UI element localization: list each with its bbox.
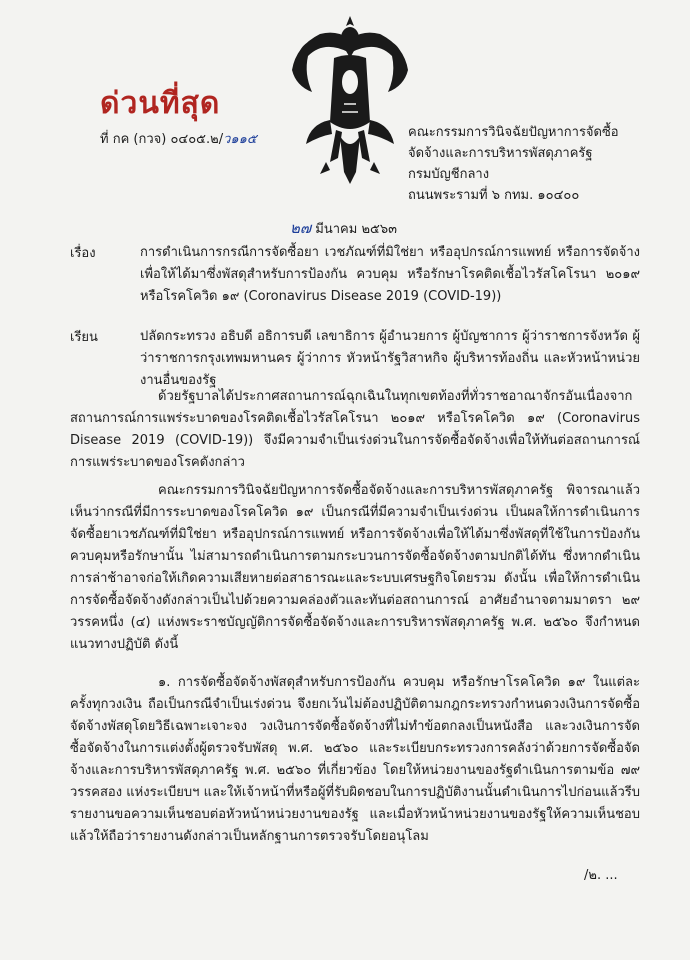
subject-label: เรื่อง xyxy=(70,246,96,261)
sender-agency-block xyxy=(408,122,619,206)
agency-line: กรมบัญชีกลาง xyxy=(408,167,490,182)
letter-date xyxy=(290,216,397,240)
reference-handwritten-number: ว๑๑๕ xyxy=(223,132,257,147)
recipient-label: เรียน xyxy=(70,330,98,345)
reference-prefix: ที่ กค (กวจ) ๐๔๐๕.๒/ xyxy=(100,132,224,147)
body-paragraph-3: ๑. การจัดซื้อจัดจ้างพัสดุสำหรับการป้องกัน ควบคุม หรือรักษาโรคโควิด ๑๙ ในแต่ละครั้งทุกวงเงิน ถือเป็นกรณีจำเป็นเร่งด่วน จึงยกเว้นไม่ต้องปฏิบัติตามกฎกระทรวงกำหนดวงเงินการจัดซื้อจัดจ้างพัสดุโดยวิธีเฉพาะเจาะจง วงเงินการจัดซื้อจัดจ้างที่ไม่ทำข้อตกลงเป็นหนังสือ และวงเงินการจัดซื้อจัดจ้างในการแต่งตั้งผู้ตรวจรับพัสดุ พ.ศ. ๒๕๖๐ และระเบียบกระทรวงการคลังว่าด้วยการจัดซื้อจัดจ้างและการบริหารพัสดุภาครัฐ พ.ศ. ๒๕๖๐ ที่เกี่ยวข้อง โดยให้หน่วยงานของรัฐดำเนินการตามข้อ ๗๙ วรรคสอง แห่งระเบียบฯ และให้เจ้าหน้าที่หรือผู้ที่รับผิดชอบในการปฏิบัติงานนั้นดำเนินการไปก่อนแล้วรีบรายงานขอความเห็นชอบต่อหัวหน้าหน่วยงานของรัฐ และเมื่อหัวหน้าหน่วยงานของรัฐให้ความเห็นชอบแล้วให้ถือว่ารายงานดังกล่าวเป็นหลักฐานการตรวจรับโดยอนุโลม xyxy=(70,675,640,844)
document-reference xyxy=(100,128,257,149)
garuda-emblem-icon xyxy=(290,12,410,192)
next-page-marker: /๒. ... xyxy=(584,868,618,883)
urgent-stamp: ด่วนที่สุด xyxy=(100,86,221,121)
body-paragraph-2: คณะกรรมการวินิจฉัยปัญหาการจัดซื้อจัดจ้างและการบริหารพัสดุภาครัฐ พิจารณาแล้วเห็นว่ากรณีที่มีการระบาดของโรคโควิด ๑๙ เป็นกรณีที่มีความจำเป็นเร่งด่วน เป็นผลให้การดำเนินการจัดซื้อยาเวชภัณฑ์ที่มิใช่ยา หรืออุปกรณ์การแพทย์ หรือการจัดจ้างเพื่อให้ได้มาซึ่งพัสดุที่ใช้ในการป้องกัน ควบคุมหรือรักษานั้น ไม่สามารถดำเนินการตามกระบวนการจัดซื้อจัดจ้างตามปกติได้ทัน ซึ่งหากดำเนินการล่าช้าอาจก่อให้เกิดความเสียหายต่อสาธารณะและระบบเศรษฐกิจโดยรวม ดังนั้น เพื่อให้การดำเนินการจัดซื้อจัดจ้างดังกล่าวเป็นไปด้วยความคล่องตัวและทันต่อสถานการณ์ อาศัยอำนาจตามมาตรา ๒๙ วรรคหนึ่ง (๔) แห่งพระราชบัญญัติการจัดซื้อจัดจ้างและการบริหารพัสดุภาครัฐ พ.ศ. ๒๕๖๐ จึงกำหนดแนวทางปฏิบัติ ดังนี้ xyxy=(70,483,640,652)
subject-text: การดำเนินการกรณีการจัดซื้อยา เวชภัณฑ์ที่มิใช่ยา หรืออุปกรณ์การแพทย์ หรือการจัดจ้างเพื่อให้ได้มาซึ่งพัสดุสำหรับการป้องกัน ควบคุม หรือรักษาโรคติดเชื้อไวรัสโคโรนา ๒๐๑๙ หรือโรคโควิด ๑๙ (Coronavirus Disease 2019 (COVID-19)) xyxy=(140,245,640,304)
recipient-text: ปลัดกระทรวง อธิบดี อธิการบดี เลขาธิการ ผู้อำนวยการ ผู้บัญชาการ ผู้ว่าราชการจังหวัด ผู้ว่าราชการกรุงเทพมหานคร ผู้ว่าการ หัวหน้ารัฐวิสาหกิจ ผู้บริหารท้องถิ่น และหัวหน้าหน่วยงานอื่นของรัฐ xyxy=(140,329,640,388)
agency-line: คณะกรรมการวินิจฉัยปัญหาการจัดซื้อ xyxy=(408,125,619,140)
date-day-handwritten: ๒๗ xyxy=(290,219,312,237)
agency-line: จัดจ้างและการบริหารพัสดุภาครัฐ xyxy=(408,146,593,161)
agency-line: ถนนพระรามที่ ๖ กทม. ๑๐๔๐๐ xyxy=(408,188,580,203)
body-paragraph-1: ด้วยรัฐบาลได้ประกาศสถานการณ์ฉุกเฉินในทุกเขตท้องที่ทั่วราชอาณาจักรอันเนื่องจากสถานการณ์การแพร่ระบาดของโรคติดเชื้อไวรัสโคโรนา ๒๐๑๙ หรือโรคโควิด ๑๙ (Coronavirus Disease 2019 (COVID-19)) จึงมีความจำเป็นเร่งด่วนในการจัดซื้อจัดจ้างเพื่อให้ทันต่อสถานการณ์การแพร่ระบาดของโรคดังกล่าว xyxy=(70,389,640,470)
date-month-year: มีนาคม ๒๕๖๓ xyxy=(311,222,398,237)
